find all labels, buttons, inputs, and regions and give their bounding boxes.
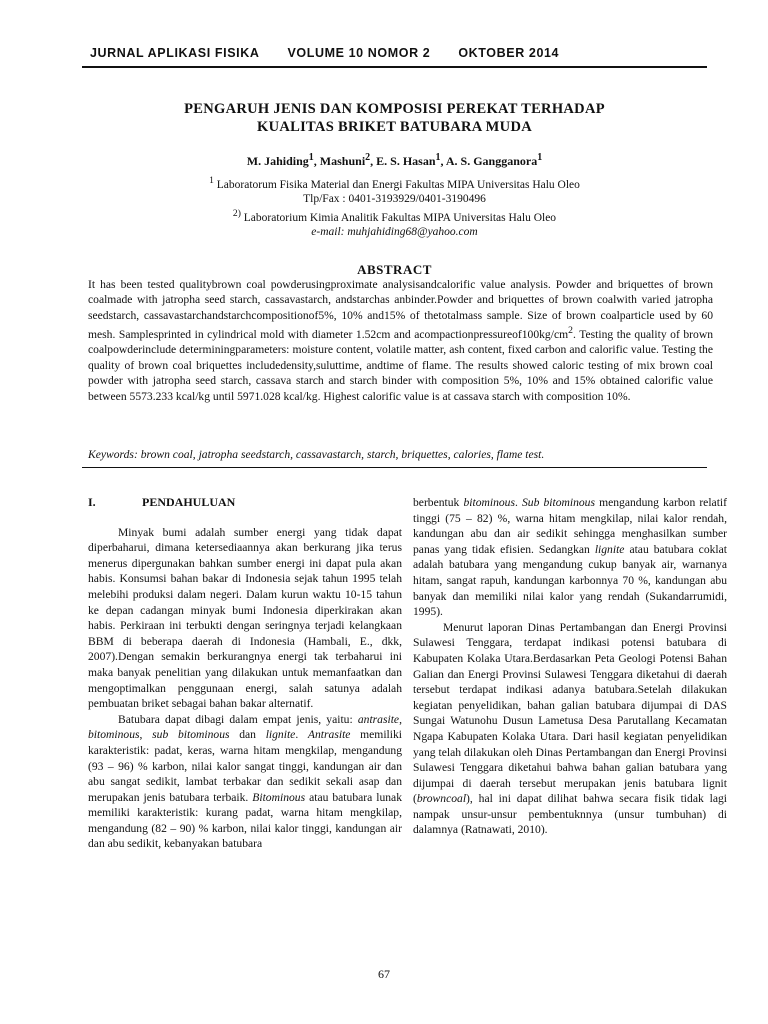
affiliation-sup: 1 bbox=[209, 175, 214, 186]
author-sup: 1 bbox=[308, 152, 314, 163]
journal-volume: VOLUME 10 NOMOR 2 bbox=[287, 46, 431, 60]
keywords: Keywords: brown coal, jatropha seedstarch, cassavastarch, starch, briquettes, calories, flame test. bbox=[88, 448, 545, 461]
abstract-text-part: It has been tested qualitybrown coal powderusingproximate analysisandcalorific value analysis. Powder and briquettes of brown coalmade with jatropha seed starch, cassavastarch, andstarchas anbinder.Powder and briquettes of brown coalwith varied jatropha seedstarch, cassavastarchandstarchcompositionof5%, 10% and15% of thetotalmass sample. Size of brown coalparticle used by 60 mesh. Samplesprinted in cylindrical mold with diameter 1.52cm and acompactionpressureof100kg/cm bbox=[88, 278, 713, 342]
paragraph: Menurut laporan Dinas Pertambangan dan Energi Provinsi Sulawesi Tenggara, terdapat indikasi potensi batubara di Kabupaten Kolaka Utara.Berdasarkan Peta Geologi Potensi Bahan Galian dan Energi Provinsi Sulawesi Tenggara diketahui di daerah tersebut terdapat indikasi adanya batubara.Setelah dilakukan kegiatan penyelidikan, bahan galian batubara dijumpai di DAS Sungai Watunohu Dusun Lametusa Desa Parutallang Kecamatan Ngapa Kabupaten Kolaka Utara. Dari hasil kegiatan penyelidikan yang telah dilakukan oleh Dinas Pertambangan dan Energi Provinsi Sulawesi Tenggara diketahui bahwa bahan galian batubara yang dijumpai di daerah tersebut merupakan jenis batubara lignit (browncoal), hal ini dapat dilihat bahwa secara fisik tidak lagi nampak unsur-unsur pembentuknnya (unsur tumbuhan) di dalamnya (Ratnawati, 2010). bbox=[413, 620, 727, 837]
author-list: M. Jahiding$^1$, Mashuni$^2$, E. S. Hasan$^1$, A. S. Gangganora$^1$ bbox=[246, 152, 543, 168]
section-number: I. bbox=[88, 495, 96, 509]
author-name: Mashuni bbox=[319, 154, 366, 168]
paragraph: Batubara dapat dibagi dalam empat jenis, yaitu: antrasite, bitominous, sub bitominous dan lignite. Antrasite memiliki karakteristik: padat, keras, warna hitam mengkilap, mengandung (93 – 96) % karbon, nilai kalor sangat tinggi, kandungan air dan abu sangat sedikit, lambat terbakar dan sedikit sekali asap dan merupakan jenis batubara terbaik. Bitominous atau batubara lunak memiliki karakteristik: kurang padat, warna hitam mengkilap, mengandung (82 – 90) % karbon, nilai kalor tinggi, kandungan air dan abu sedikit, kebanyakan batubara bbox=[88, 712, 403, 851]
author-name: A. S. Gangganora bbox=[445, 154, 538, 168]
abstract-sup: 2 bbox=[568, 325, 573, 337]
abstract-text bbox=[88, 277, 713, 404]
abstract-rule bbox=[82, 467, 707, 468]
section-title: PENDAHULUAN bbox=[142, 495, 236, 509]
left-column bbox=[88, 495, 402, 852]
affiliation-phone: Tlp/Fax : 0401-3193929/0401-3190496 bbox=[303, 193, 486, 206]
abstract-heading: ABSTRACT bbox=[357, 262, 432, 277]
journal-name: JURNAL APLIKASI FISIKA bbox=[90, 46, 260, 60]
paragraph: berbentuk bitominous. Sub bitominous mengandung karbon relatif tinggi (75 – 82) %, warna hitam mengkilap, nilai kalor rendah, kandungan abu dan air sedikit sehingga menghasilkan sumber panas yang tidak efisien. Sedangkan lignite atau batubara coklat adalah batubara yang mengandung cukup banyak air, warnanya hitam, sangat rapuh, kandungan karbonnya 70 %, kandungan abu banyak dan memiliki nilai kalor yang rendah (Sukandarrumidi, 1995). bbox=[413, 496, 728, 619]
paper-title bbox=[82, 100, 707, 136]
page-number: 67 bbox=[378, 967, 390, 981]
abstract-text-part: . Testing the quality of brown coalpowderinclude determiningparameters: moisture content, volatile matter, ash content, fixed carbon and calorific value. Testing the quality of brown coal briquettes includedensity,suluttime, andtime of flame. The results showed caloric testing of mix brown coal powder with jatropha seed starch, cassava starch and starch binder with composition 5%, 10% and 15% obtained calorific value between 5573.233 kcal/kg until 5971.028 kcal/kg. Highest calorific value is at cassava starch with composition 10%. bbox=[88, 328, 713, 403]
title-line-1: PENGARUH JENIS DAN KOMPOSISI PEREKAT TERHADAP bbox=[184, 101, 605, 117]
affiliation-text: Laboratorium Kimia Analitik Fakultas MIPA Universitas Halu Oleo bbox=[243, 211, 557, 224]
affiliation-2 bbox=[82, 207, 707, 225]
title-line-2: KUALITAS BRIKET BATUBARA MUDA bbox=[257, 119, 532, 135]
affiliation-text: Laboratorum Fisika Material dan Energi Fakultas MIPA Universitas Halu Oleo bbox=[216, 178, 580, 191]
header-rule bbox=[82, 66, 707, 68]
journal-date: OKTOBER 2014 bbox=[458, 46, 560, 60]
paragraph: Minyak bumi adalah sumber energi yang tidak dapat diperbaharui, dimana ketersediaannya akan berkurang jika terus menerus dipergunakan bahkan sumber energi ini dapat pula akan habis. Konsumsi bahan bakar di Indonesia sejak tahun 1995 telah melebihi produksi dalam negeri. Dalam kurun waktu 10-15 tahun ke depan cadangan minyak bumi Indonesia diperkirakan akan habis. Perkiraan ini terbukti dengan seringnya terjadi kelangkaan BBM di beberapa daerah di Indonesia (Hambali, E., dkk, 2007).Dengan semakin berkurangnya energi tak terbaharui ini maka banyak penelitian yang dilakukan untuk memanfaatkan dan mengoptimalkan penggunaan energi, salah satunya adalah pembuatan briket sebagai bahan bakar alternatif. bbox=[88, 525, 402, 711]
affiliation-1 bbox=[82, 174, 707, 192]
author-name: M. Jahiding bbox=[246, 154, 309, 168]
journal-header bbox=[90, 46, 690, 60]
author-sup: 1 bbox=[537, 152, 543, 163]
author-name: E. S. Hasan bbox=[376, 154, 436, 168]
author-sup: 2 bbox=[365, 152, 371, 163]
affiliation-sup: 2) bbox=[232, 207, 241, 219]
affiliation-email[interactable]: e-mail: muhjahiding68@yahoo.com bbox=[311, 226, 478, 239]
affiliations bbox=[82, 174, 707, 240]
section-heading bbox=[88, 495, 402, 511]
author-sup: 1 bbox=[435, 152, 441, 163]
right-column bbox=[413, 495, 727, 838]
